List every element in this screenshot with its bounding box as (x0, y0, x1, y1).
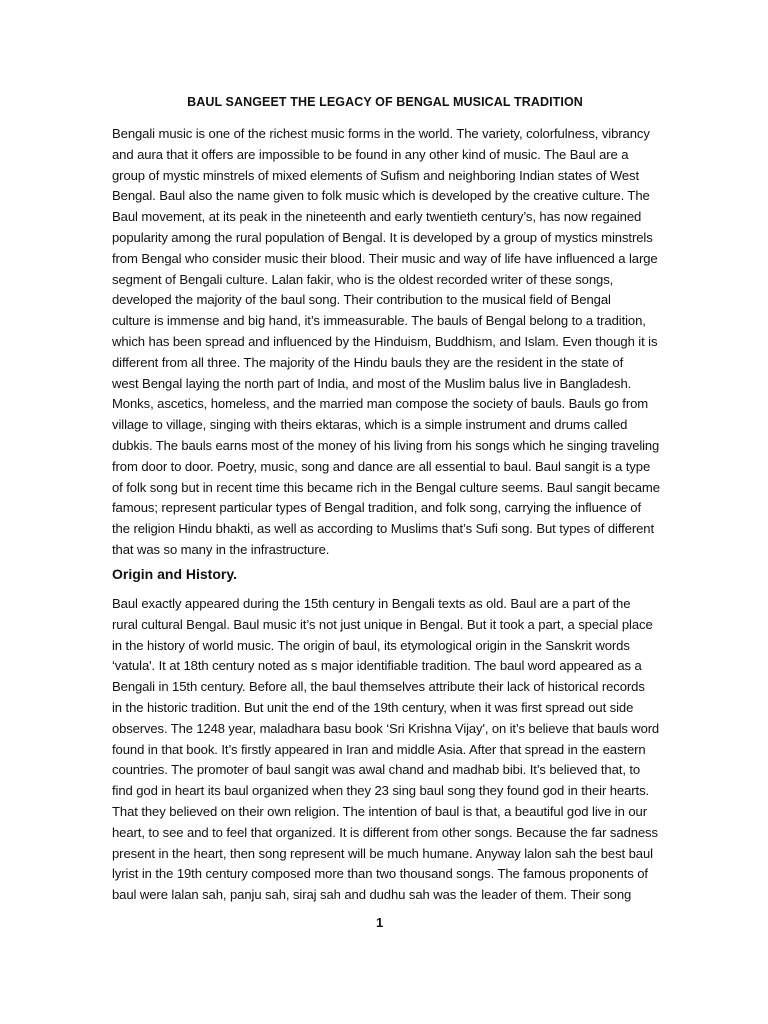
text-line: found in that book. It’s firstly appeared in Iran and middle Asia. After that spread in the eastern (112, 741, 646, 757)
text-line: the religion Hindu bhakti, as well as according to Muslims that’s Sufi song. But types of different (112, 521, 655, 537)
text-line: present in the heart, then song represent will be much humane. Anyway lalon sah the best baul (112, 845, 653, 861)
text-line: Bengal. Baul also the name given to folk music which is developed by the creative culture. The (112, 188, 650, 204)
text-line: famous; represent particular types of Bengal tradition, and folk song, carrying the influence of (112, 500, 642, 516)
text-line: culture is immense and big hand, it’s immeasurable. The bauls of Bengal belong to a tradition, (112, 313, 646, 329)
text-line: and aura that it offers are impossible to be found in any other kind of music. The Baul are a (112, 146, 629, 162)
text-line: That they believed on their own religion. The intention of baul is that, a beautiful god live in our (112, 803, 647, 819)
intro-paragraph (112, 124, 660, 561)
text-line: different from all three. The majority of the Hindu bauls they are the resident in the state of (112, 354, 624, 370)
text-line: popularity among the rural population of Bengal. It is developed by a group of mystics minstrels (112, 229, 653, 245)
text-line: rural cultural Bengal. Baul music it’s not just unique in Bengal. But it took a part, a special place (112, 616, 653, 632)
origin-history-paragraph (112, 594, 660, 906)
text-line: dubkis. The bauls earns most of the money of his living from his songs which he singing traveling (112, 437, 660, 453)
text-line: west Bengal laying the north part of India, and most of the Muslim balus live in Bangladesh. (112, 375, 632, 391)
text-line: village to village, singing with theirs ektaras, which is a simple instrument and drums called (112, 417, 628, 433)
text-line: lyrist in the 19th century composed more than two thousand songs. The famous proponents of (112, 866, 648, 882)
text-line: Baul exactly appeared during the 15th century in Bengali texts as old. Baul are a part of the (112, 596, 631, 611)
text-line: developed the majority of the baul song. Their contribution to the musical field of Bengal (112, 292, 611, 308)
text-line: group of mystic minstrels of mixed elements of Sufism and neighboring Indian states of West (112, 167, 640, 183)
text-line: Bengali in 15th century. Before all, the baul themselves attribute their lack of historical records (112, 679, 645, 695)
text-line: baul were lalan sah, panju sah, siraj sah and dudhu sah was the leader of them. Their song (112, 887, 632, 903)
text-line: from door to door. Poetry, music, song and dance are all essential to baul. Baul sangit is a type (112, 458, 651, 474)
text-line: of folk song but in recent time this became rich in the Bengal culture seems. Baul sangit became (112, 479, 660, 495)
text-line: heart, to see and to feel that organized. It is different from other songs. Because the far sadness (112, 824, 658, 840)
text-line: which has been spread and influenced by the Hinduism, Buddhism, and Islam. Even though it is (112, 333, 658, 349)
text-line: ‘vatula'. It at 18th century noted as s major identifiable tradition. The baul word appeared as a (112, 658, 642, 674)
text-line: Monks, ascetics, homeless, and the married man compose the society of bauls. Bauls go from (112, 396, 649, 412)
text-line: observes. The 1248 year, maladhara basu book ‘Sri Krishna Vijay', on it’s believe that bauls word (112, 720, 660, 736)
document-title: BAUL SANGEET THE LEGACY OF BENGAL MUSICAL TRADITION (187, 95, 583, 109)
text-line: from Bengal who consider music their blood. Their music and way of life have influenced a large (112, 250, 658, 266)
text-line: Baul movement, at its peak in the nineteenth and early twentieth century’s, has now regained (112, 209, 642, 225)
section-heading-origin-history: Origin and History. (112, 566, 237, 582)
page-number: 1 (376, 915, 384, 930)
text-line: that was so many in the infrastructure. (112, 541, 330, 557)
text-line: Bengali music is one of the richest music forms in the world. The variety, colorfulness, vibrancy (112, 126, 650, 141)
text-line: find god in heart its baul organized when they 23 sing baul song they found god in their hearts. (112, 783, 650, 799)
text-line: in the history of world music. The origin of baul, its etymological origin in the Sanskrit words (112, 637, 630, 653)
text-line: segment of Bengali culture. Lalan fakir, who is the oldest recorded writer of these songs, (112, 271, 614, 287)
text-line: in the historic tradition. But unit the end of the 19th century, when it was first spread out side (112, 699, 634, 715)
text-line: countries. The promoter of baul sangit was awal chand and madhab bibi. It’s believed that, to (112, 762, 641, 778)
